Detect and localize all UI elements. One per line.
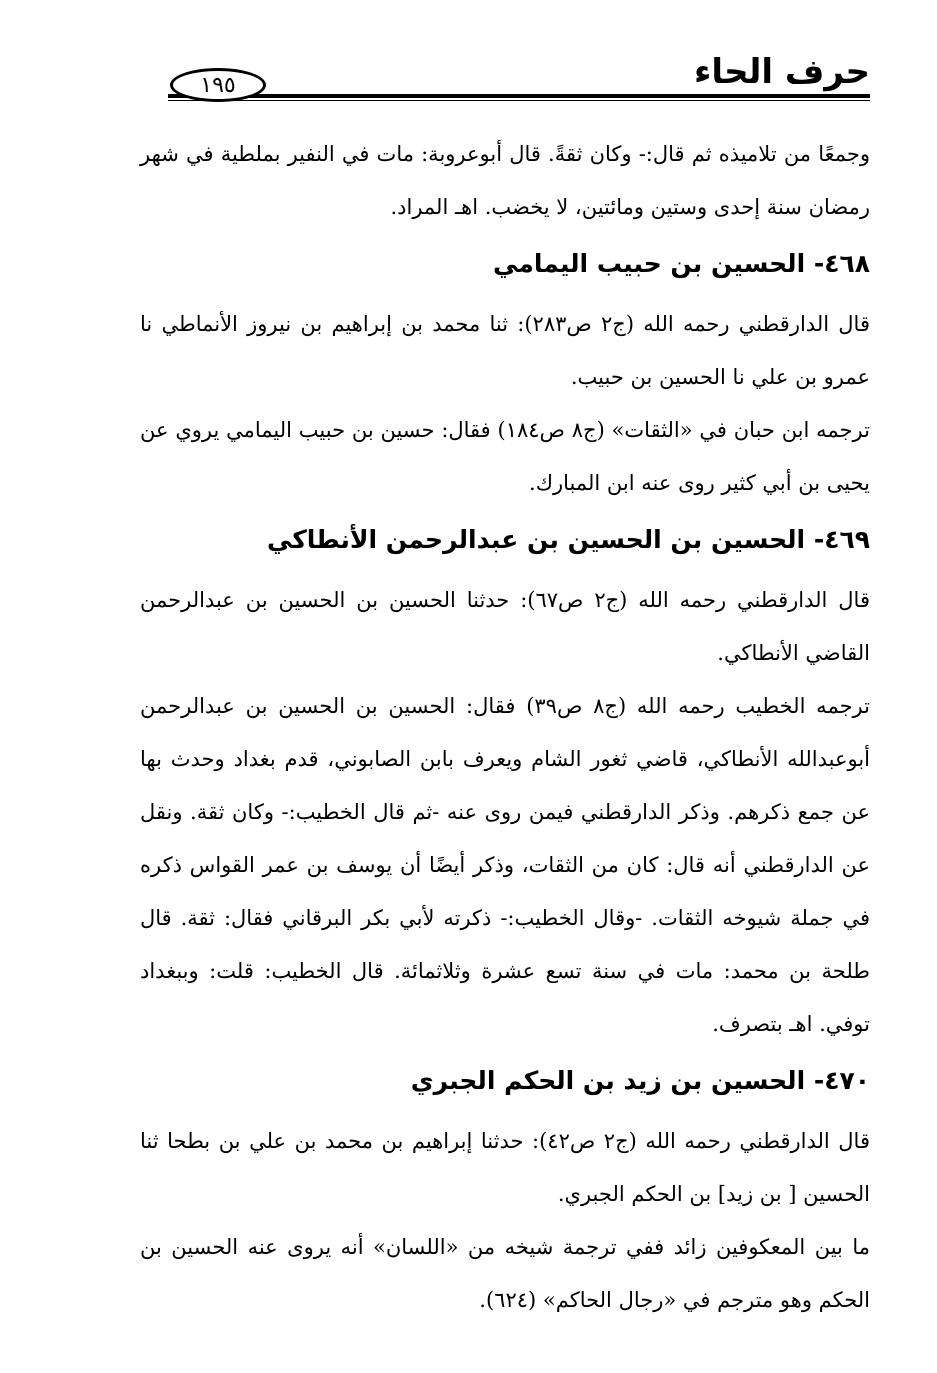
paragraph-469-biography: ترجمه الخطيب رحمه الله (ج٨ ص٣٩) فقال: الحسين بن الحسين بن عبدالرحمن أبوعبدالله الأنطاكي، قاضي ثغور الشام ويعرف بابن الصابوني، قدم بغداد وحدث بها عن جمع ذكرهم. وذكر الدارقطني فيمن روى عنه -ثم قال الخطيب:- وكان ثقة. ونقل عن الدارقطني أنه قال: كان من الثقات، وذكر أيضًا أن يوسف بن عمر القواس ذكره في جملة شيوخه الثقات. -وقال الخطيب:- ذكرته لأبي بكر البرقاني فقال: ثقة. قال طلحة بن محمد: مات في سنة تسع عشرة وثلاثمائة. قال الخطيب: قلت: وببغداد توفي. اهـ بتصرف. [140,694,870,1036]
header-rule-thin [168,100,870,101]
paragraph-470-note: ما بين المعكوفين زائد ففي ترجمة شيخه من «اللسان» أنه يروى عنه الحسين بن الحكم وهو مترجم في «رجال الحاكم» (٦٢٤). [140,1235,870,1312]
chapter-title: حرف الحاء [693,52,870,92]
page-header [140,50,870,106]
paragraph-468-biography: ترجمه ابن حبان في «الثقات» (ج٨ ص١٨٤) فقال: حسين بن حبيب اليمامي يروي عن يحيى بن أبي كثير روى عنه ابن المبارك. [140,418,870,495]
page-number: ١٩٥ [170,68,266,102]
paragraph-470-source: قال الدارقطني رحمه الله (ج٢ ص٤٢): حدثنا إبراهيم بن محمد بن علي بن بطحا ثنا الحسين [ بن زيد] بن الحكم الجبري. [140,1129,870,1206]
entry-heading-470: ٤٧٠- الحسين بن زيد بن الحكم الجبري [410,1066,870,1095]
entry-heading-469: ٤٦٩- الحسين بن الحسين بن عبدالرحمن الأنطاكي [266,525,870,554]
paragraph-468-source: قال الدارقطني رحمه الله (ج٢ ص٢٨٣): ثنا محمد بن إبراهيم بن نيروز الأنماطي نا عمرو بن علي نا الحسين بن حبيب. [140,312,870,389]
paragraph-continuation: وجمعًا من تلاميذه ثم قال:- وكان ثقةً. قال أبوعروبة: مات في النفير بملطية في شهر رمضان سنة إحدى وستين ومائتين، لا يخضب. اهـ المراد. [140,142,870,219]
entry-heading-468: ٤٦٨- الحسين بن حبيب اليمامي [493,249,870,278]
page-body [140,128,870,1327]
header-rule [168,94,870,98]
paragraph-469-source: قال الدارقطني رحمه الله (ج٢ ص٦٧): حدثنا الحسين بن الحسين بن عبدالرحمن القاضي الأنطاكي. [140,588,870,665]
